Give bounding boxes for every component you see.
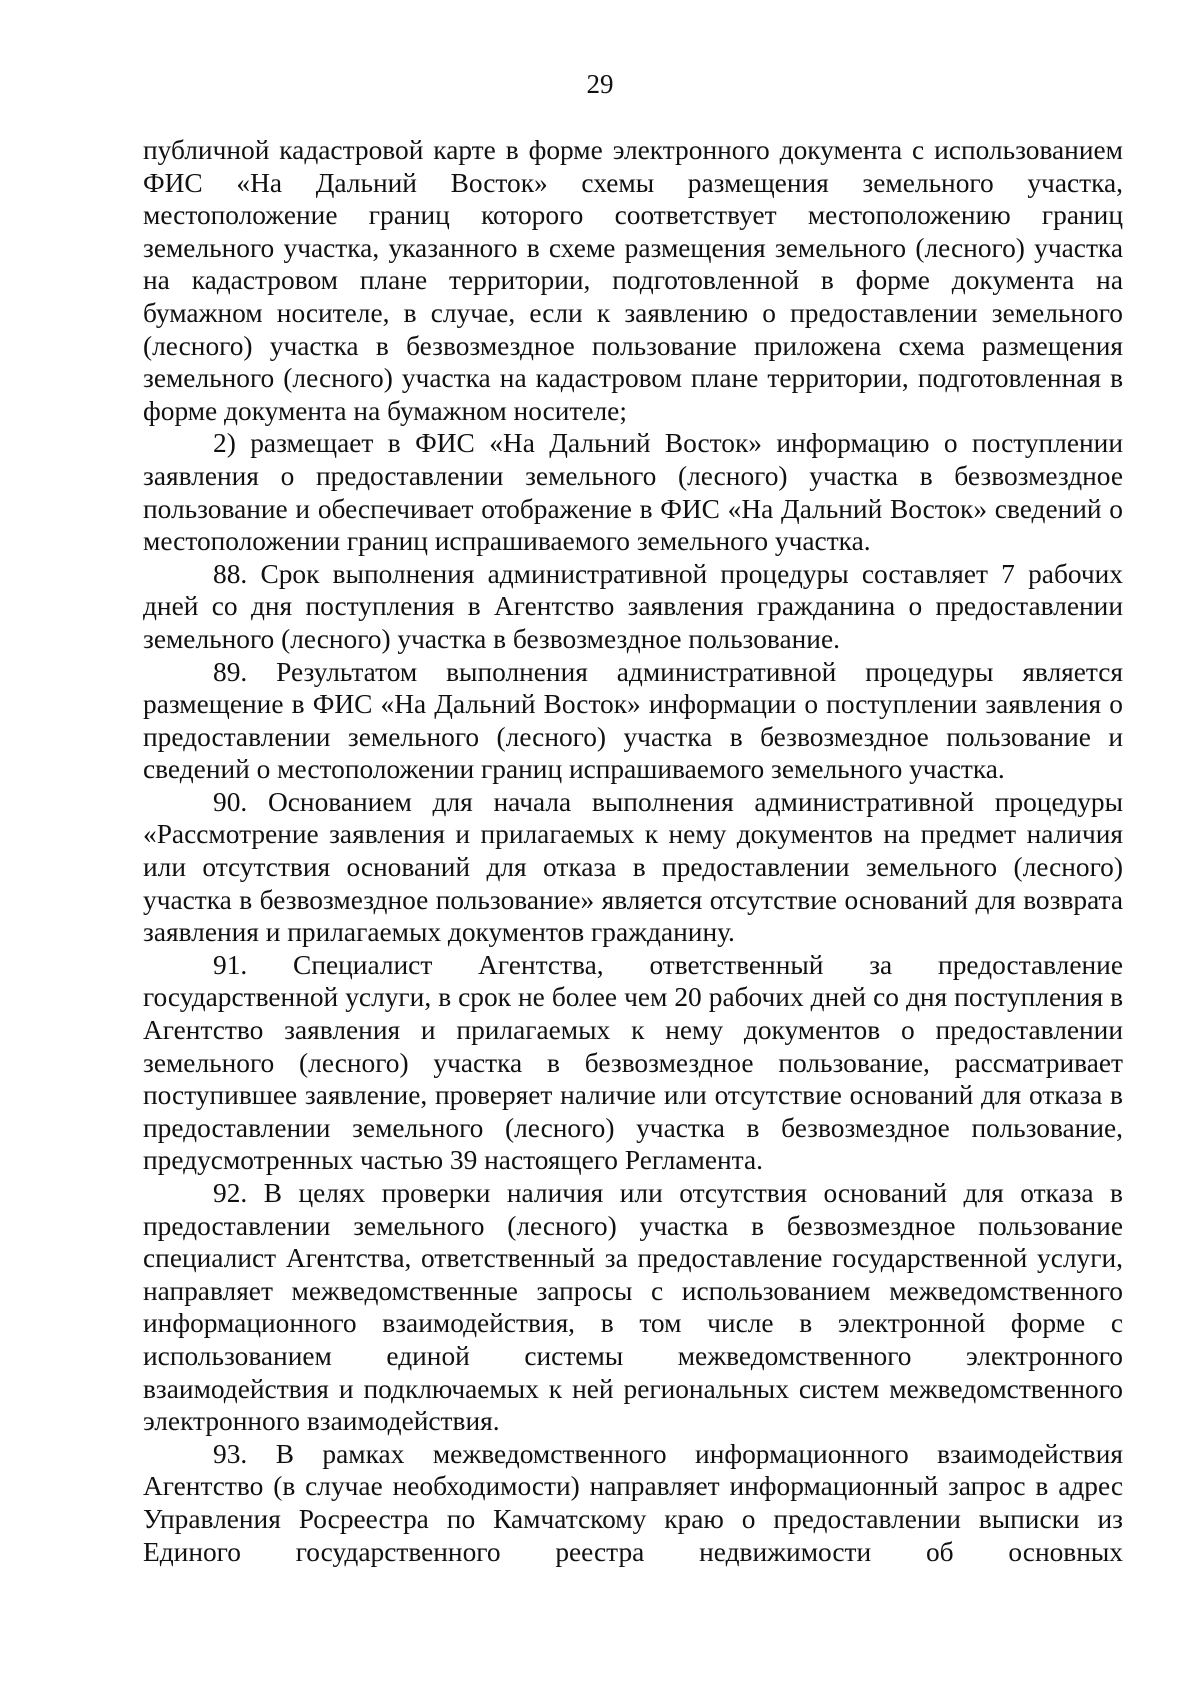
document-body xyxy=(143,134,1123,1568)
paragraph-91: 91. Специалист Агентства, ответственный за предоставление государственной услуги, в срок не более чем 20 рабочих дней со дня поступления в Агентство заявления и прилагаемых к нему документов о предоставлении земельного (лесного) участка в безвозмездное пользование, рассматривает поступившее заявление, проверяет наличие или отсутствие оснований для отказа в предоставлении земельного (лесного) участка в безвозмездное пользование, предусмотренных частью 39 настоящего Регламента. xyxy=(143,949,1123,1176)
paragraph-89: 89. Результатом выполнения административной процедуры является размещение в ФИС «На Дальний Восток» информации о поступлении заявления о предоставлении земельного (лесного) участка в безвозмездное пользование и сведений о местоположении границ испрашиваемого земельного участка. xyxy=(143,656,1123,785)
paragraph-92: 92. В целях проверки наличия или отсутствия оснований для отказа в предоставлении земельного (лесного) участка в безвозмездное пользование специалист Агентства, ответственный за предоставление государственной услуги, направляет межведомственные запросы с использованием межведомственного информационного взаимодействия, в том числе в электронной форме с использованием единой системы межведомственного электронного взаимодействия и подключаемых к ней региональных систем межведомственного электронного взаимодействия. xyxy=(143,1178,1123,1437)
paragraph-90: 90. Основанием для начала выполнения административной процедуры «Рассмотрение заявления и прилагаемых к нему документов на предмет наличия или отсутствия оснований для отказа в предоставлении земельного (лесного) участка в безвозмездное пользование» является отсутствие оснований для возврата заявления и прилагаемых документов гражданину. xyxy=(143,786,1123,948)
paragraph-item-2: 2) размещает в ФИС «На Дальний Восток» информацию о поступлении заявления о предоставлении земельного (лесного) участка в безвозмездное пользование и обеспечивает отображение в ФИС «На Дальний Восток» сведений о местоположении границ испрашиваемого земельного участка. xyxy=(143,428,1123,557)
page-number: 29 xyxy=(586,69,614,99)
paragraph-93: 93. В рамках межведомственного информационного взаимодействия Агентство (в случае необходимости) направляет информационный запрос в адрес Управления Росреестра по Камчатскому краю о предоставлении выписки из Единого государственного реестра недвижимости об основных xyxy=(143,1438,1123,1567)
paragraph-continuation: публичной кадастровой карте в форме электронного документа с использованием ФИС «На Дальний Восток» схемы размещения земельного участка, местоположение границ которого соответствует местоположению границ земельного участка, указанного в схеме размещения земельного (лесного) участка на кадастровом плане территории, подготовленной в форме документа на бумажном носителе, в случае, если к заявлению о предоставлении земельного (лесного) участка в безвозмездное пользование приложена схема размещения земельного (лесного) участка на кадастровом плане территории, подготовленная в форме документа на бумажном носителе; xyxy=(143,135,1123,426)
paragraph-88: 88. Срок выполнения административной процедуры составляет 7 рабочих дней со дня поступления в Агентство заявления гражданина о предоставлении земельного (лесного) участка в безвозмездное пользование. xyxy=(143,558,1123,654)
